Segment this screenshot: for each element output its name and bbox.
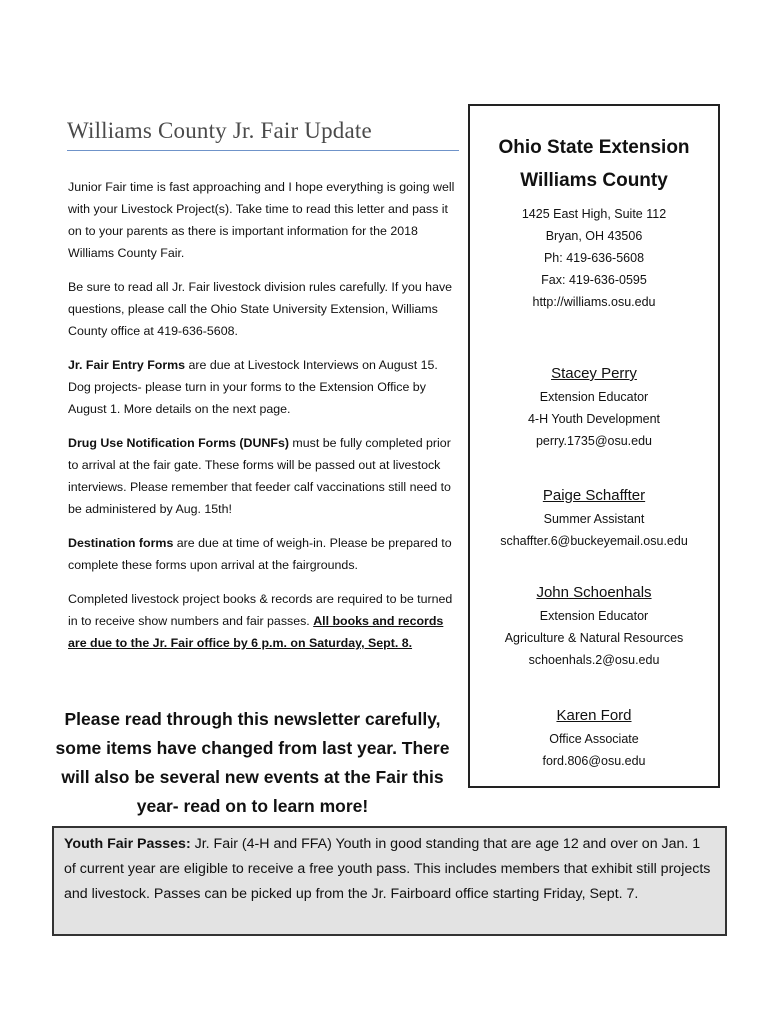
- staff-email[interactable]: ford.806@osu.edu: [542, 754, 646, 768]
- records-paragraph: [68, 588, 460, 654]
- address-street: 1425 East High, Suite 112: [521, 207, 667, 221]
- destination-text: are due at time of weigh-in. Please be prepared to complete these forms upon arrival at the fairgrounds.: [68, 536, 452, 572]
- page-title: Williams County Jr. Fair Update: [67, 118, 459, 151]
- entry-forms-paragraph: [68, 354, 460, 420]
- youth-passes-text: Jr. Fair (4-H and FFA) Youth in good standing that are age 12 and over on Jan. 1 of current year are eligible to receive a free youth pass. This includes members that exhibit still projects and livestock. Passes can be picked up from the Jr. Fairboard office starting Friday, Sept. 7.: [64, 836, 711, 902]
- dunf-heading: Drug Use Notification Forms (DUNFs): [68, 436, 289, 450]
- main-column: [68, 176, 460, 666]
- staff-card: [470, 581, 718, 671]
- org-name-line2: Williams County: [520, 170, 668, 191]
- entry-forms-text: are due at Livestock Interviews on August 15. Dog projects- please turn in your forms to the Extension Office by August 1. More details on the next page.: [68, 358, 438, 416]
- office-address: [470, 203, 718, 313]
- intro-paragraph: Junior Fair time is fast approaching and I hope everything is going well with your Livestock Project(s). Take time to read this letter and pass it on to your parents as there is important information for the 2018 Williams County Fair.: [68, 180, 455, 260]
- destination-paragraph: [68, 532, 460, 576]
- org-name-line1: Ohio State Extension: [498, 137, 690, 158]
- staff-program: 4-H Youth Development: [527, 412, 661, 426]
- office-website[interactable]: http://williams.osu.edu: [532, 295, 656, 309]
- staff-name: Paige Schaffter: [542, 487, 646, 504]
- staff-card: [470, 362, 718, 452]
- staff-name: Karen Ford: [556, 707, 632, 724]
- youth-passes-box: [52, 826, 727, 936]
- rules-paragraph: Be sure to read all Jr. Fair livestock division rules carefully. If you have questions, please call the Ohio State University Extension, Williams County office at 419-636-5608.: [68, 280, 453, 338]
- staff-role: Office Associate: [549, 732, 639, 746]
- address-city: Bryan, OH 43506: [545, 229, 643, 243]
- contact-sidebar: [468, 104, 720, 788]
- records-text: Completed livestock project books & records are required to be turned in to receive show numbers and fair passes.: [68, 592, 453, 628]
- newsletter-callout: Please read through this newsletter carefully, some items have changed from last year. There will also be several new events at the Fair this year- read on to learn more!: [55, 709, 450, 816]
- entry-forms-heading: Jr. Fair Entry Forms: [68, 358, 186, 372]
- staff-role: Extension Educator: [539, 609, 649, 623]
- staff-role: Summer Assistant: [543, 512, 645, 526]
- office-phone: Ph: 419-636-5608: [543, 251, 645, 265]
- dunf-text: must be fully completed prior to arrival at the fair gate. These forms will be passed out at livestock interviews. Please remember that feeder calf vaccinations still need to be administered by Aug. 15th!: [68, 436, 451, 516]
- staff-card: [470, 484, 718, 552]
- office-fax: Fax: 419-636-0595: [541, 273, 647, 287]
- staff-program: Agriculture & Natural Resources: [504, 631, 684, 645]
- staff-email[interactable]: schoenhals.2@osu.edu: [528, 653, 660, 667]
- staff-name: John Schoenhals: [536, 584, 652, 601]
- youth-passes-label: Youth Fair Passes:: [64, 836, 191, 852]
- org-name: [470, 131, 718, 197]
- staff-card: [470, 704, 718, 772]
- records-deadline: All books and records are due to the Jr. Fair office by 6 p.m. on Saturday, Sept. 8.: [68, 614, 444, 650]
- staff-email[interactable]: perry.1735@osu.edu: [535, 434, 652, 448]
- staff-name: Stacey Perry: [551, 365, 637, 382]
- staff-role: Extension Educator: [539, 390, 649, 404]
- dunf-paragraph: [68, 432, 460, 520]
- destination-heading: Destination forms: [68, 536, 174, 550]
- staff-email[interactable]: schaffter.6@buckeyemail.osu.edu: [500, 534, 688, 548]
